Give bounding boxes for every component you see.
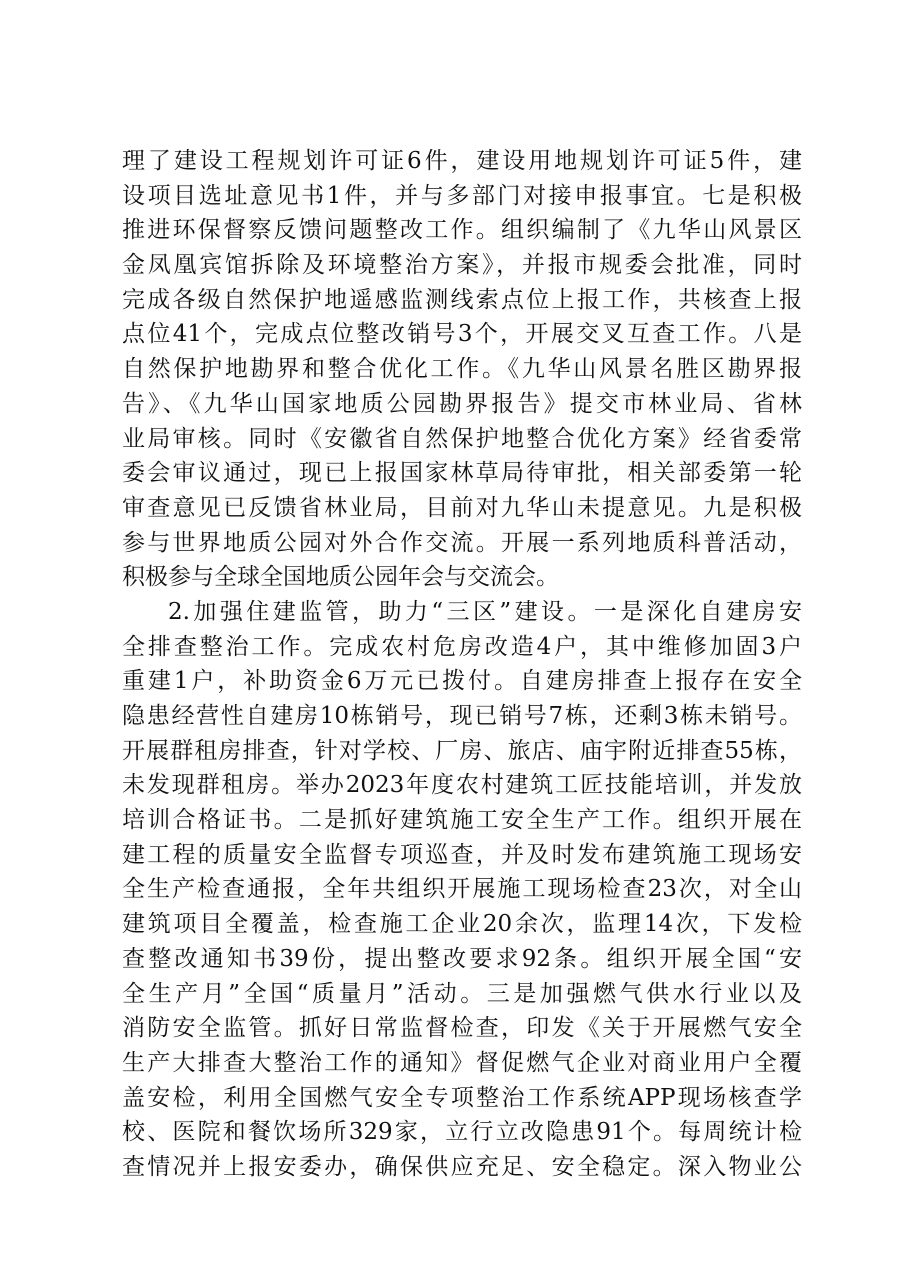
text-line: 盖安检，利用全国燃气安全专项整治工作系统APP现场核查学 — [122, 1084, 802, 1111]
text-line: 查情况并上报安委办，确保供应充足、安全稳定。深入物业公 — [122, 1153, 802, 1180]
text-line: 推进环保督察反馈问题整改工作。组织编制了《九华山风景区 — [122, 217, 802, 244]
text-line: 未发现群租房。举办2023年度农村建筑工匠技能培训，并发放 — [122, 772, 802, 799]
text-line: 培训合格证书。二是抓好建筑施工安全生产工作。组织开展在 — [122, 807, 802, 834]
text-line: 开展群租房排查，针对学校、厂房、旅店、庙宇附近排查55栋， — [122, 737, 802, 764]
text-line: 委会审议通过，现已上报国家林草局待审批，相关部委第一轮 — [122, 460, 802, 487]
section-heading-line: 2.加强住建监管，助力“三区”建设。一是深化自建房安 — [168, 598, 802, 625]
text-line: 完成各级自然保护地遥感监测线索点位上报工作，共核查上报 — [122, 286, 802, 313]
text-line: 审查意见已反馈省林业局，目前对九华山未提意见。九是积极 — [122, 494, 802, 521]
text-line: 理了建设工程规划许可证6件，建设用地规划许可证5件，建 — [122, 148, 802, 174]
text-line: 建工程的质量安全监督专项巡查，并及时发布建筑施工现场安 — [122, 841, 802, 868]
text-line: 全生产检查通报，全年共组织开展施工现场检查23次，对全山 — [122, 876, 802, 903]
text-line: 设项目选址意见书1件，并与多部门对接申报事宜。七是积极 — [122, 182, 802, 209]
text-line: 参与世界地质公园对外合作交流。开展一系列地质科普活动， — [122, 529, 802, 556]
text-line: 校、医院和餐饮场所329家，立行立改隐患91个。每周统计检 — [122, 1119, 802, 1146]
paragraph-end-line: 积极参与全球全国地质公园年会与交流会。 — [122, 564, 559, 591]
text-line: 重建1户，补助资金6万元已拨付。自建房排查上报存在安全 — [122, 668, 802, 695]
text-line: 全生产月”全国“质量月”活动。三是加强燃气供水行业以及 — [122, 980, 802, 1007]
body-text — [122, 144, 802, 1185]
text-line: 隐患经营性自建房10栋销号，现已销号7栋，还剩3栋未销号。 — [122, 703, 802, 729]
text-line: 自然保护地勘界和整合优化工作。《九华山风景名胜区勘界报 — [122, 356, 802, 383]
text-line: 全排查整治工作。完成农村危房改造4户，其中维修加固3户 — [122, 633, 802, 660]
text-line: 业局审核。同时《安徽省自然保护地整合优化方案》经省委常 — [122, 425, 802, 452]
text-line: 告》、《九华山国家地质公园勘界报告》提交市林业局、省林 — [122, 390, 802, 417]
text-line: 查整改通知书39份，提出整改要求92条。组织开展全国“安 — [122, 945, 802, 972]
text-line: 建筑项目全覆盖，检查施工企业20余次，监理14次，下发检 — [122, 911, 802, 938]
text-line: 点位41个，完成点位整改销号3个，开展交叉互查工作。八是 — [122, 321, 802, 348]
text-line: 金凤凰宾馆拆除及环境整治方案》，并报市规委会批准，同时 — [122, 252, 802, 279]
text-line: 消防安全监管。抓好日常监督检查，印发《关于开展燃气安全 — [122, 1015, 802, 1042]
text-line: 生产大排查大整治工作的通知》督促燃气企业对商业用户全覆 — [122, 1049, 802, 1076]
